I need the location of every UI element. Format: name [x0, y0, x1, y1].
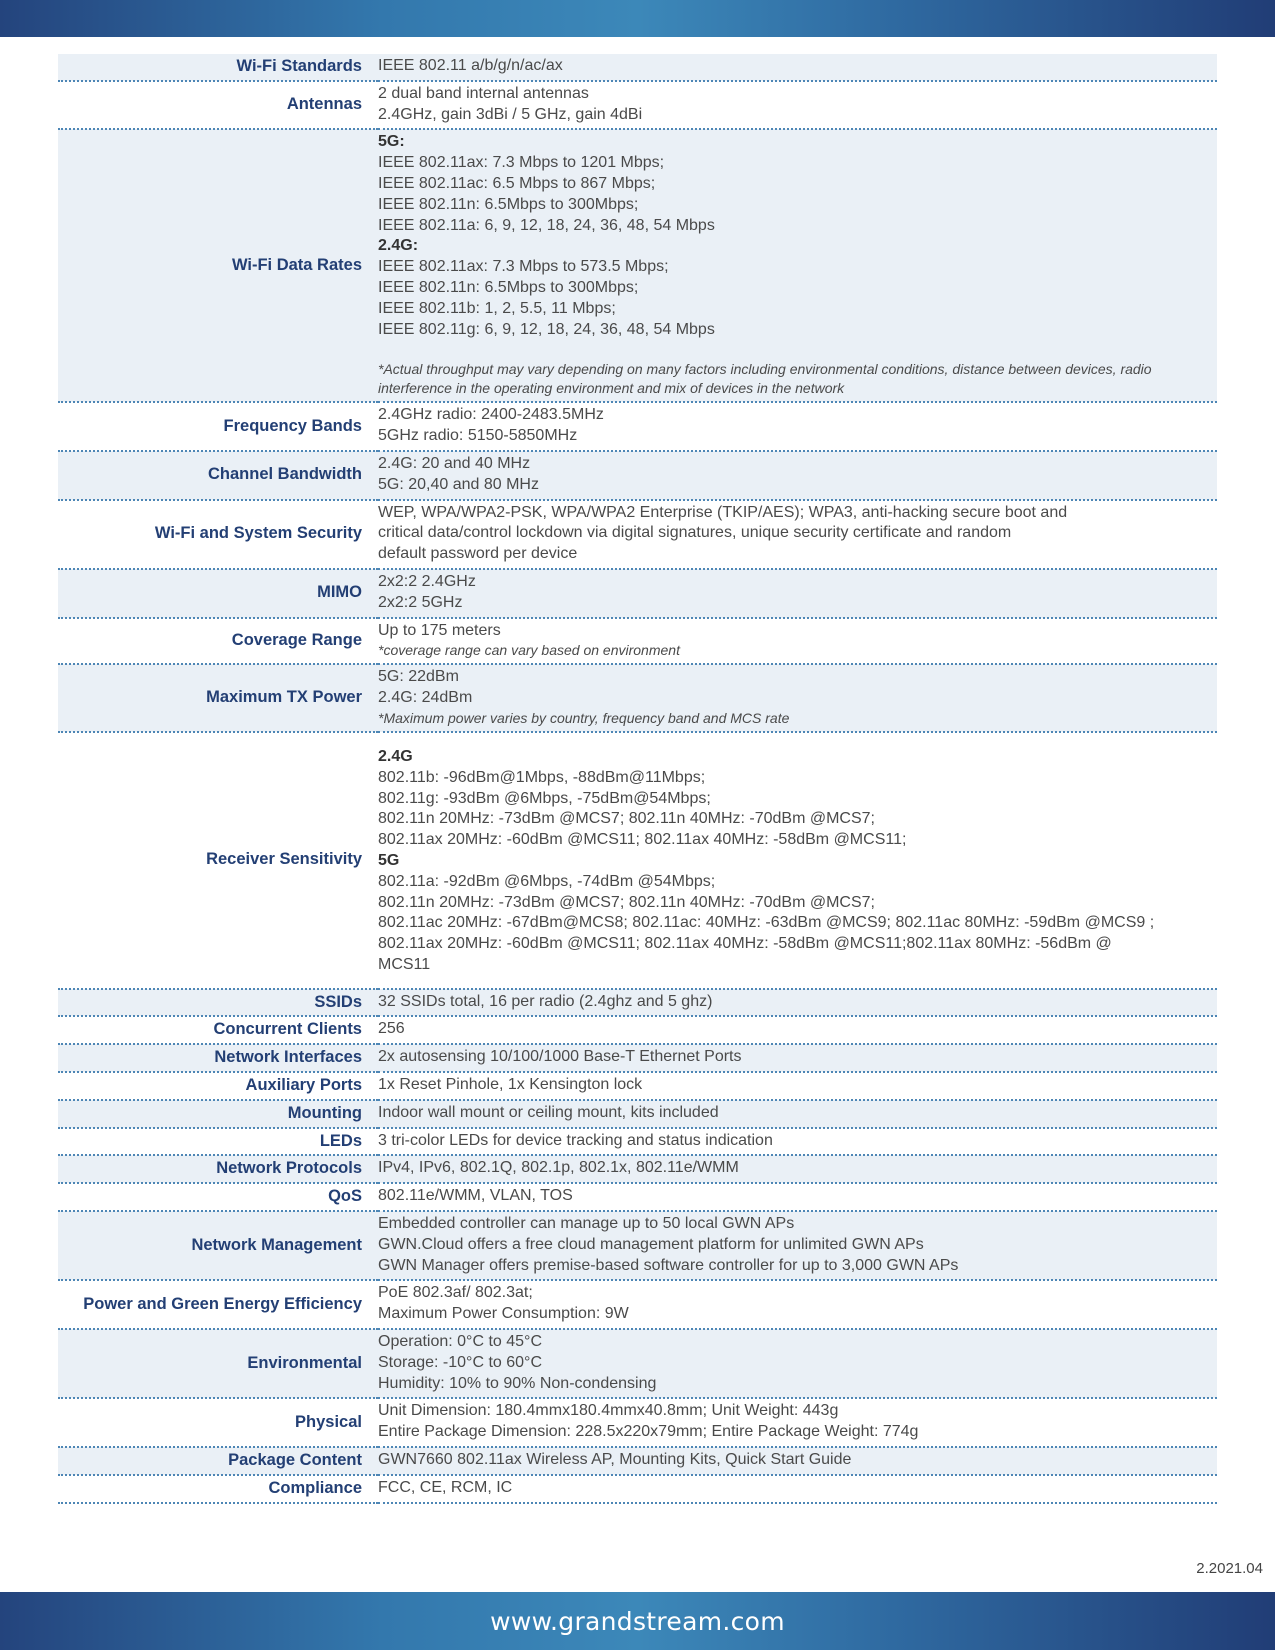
spec-label: Auxiliary Ports: [58, 1072, 378, 1100]
spec-row-qos: [58, 1183, 1217, 1211]
spec-value-line: 802.11n 20MHz: -73dBm @MCS7; 802.11n 40MHz: -70dBm @MCS7;: [378, 810, 875, 828]
spec-subheading: 2.4G: [378, 747, 413, 765]
spec-row-mimo: [58, 569, 1217, 618]
spec-value-line: PoE 802.3af/ 802.3at;: [378, 1284, 533, 1302]
spec-value: [378, 1398, 1217, 1447]
spec-label: Physical: [58, 1398, 378, 1447]
spec-label: Coverage Range: [58, 618, 378, 665]
spec-value: [378, 1475, 1217, 1503]
spec-row-clients: [58, 1016, 1217, 1044]
spec-value: [378, 1280, 1217, 1329]
spec-row-protocols: [58, 1155, 1217, 1183]
spec-value-line: IEEE 802.11n: 6.5Mbps to 300Mbps;: [378, 278, 639, 296]
spec-value: [378, 1044, 1217, 1072]
spec-value: [378, 1100, 1217, 1128]
spec-value: [378, 1183, 1217, 1211]
spec-value: [378, 664, 1217, 732]
spec-value-line: IEEE 802.11a: 6, 9, 12, 18, 24, 36, 48, 54 Mbps: [378, 216, 715, 234]
spec-row-tx-power: [58, 664, 1217, 732]
spec-value-line: MCS11: [378, 955, 431, 973]
spec-value: [378, 1447, 1217, 1475]
spec-value-line: 2x2:2 5GHz: [378, 593, 463, 611]
spec-row-antennas: [58, 81, 1217, 130]
spec-value-line: 5GHz radio: 5150-5850MHz: [378, 427, 578, 445]
spec-row-interfaces: [58, 1044, 1217, 1072]
spec-label: Wi-Fi Standards: [58, 54, 378, 81]
footer-band: [0, 1592, 1275, 1650]
spec-row-ssids: [58, 989, 1217, 1017]
spec-label: Environmental: [58, 1329, 378, 1398]
spec-subheading: 5G: [378, 851, 400, 869]
spec-value-line: GWN7660 802.11ax Wireless AP, Mounting Kits, Quick Start Guide: [378, 1451, 852, 1469]
spec-value-line: 2x autosensing 10/100/1000 Base-T Ethernet Ports: [378, 1048, 742, 1066]
spec-note: *Maximum power varies by country, frequency band and MCS rate: [378, 709, 790, 726]
spec-subheading: 2.4G:: [378, 237, 419, 255]
spec-value-line: Entire Package Dimension: 228.5x220x79mm; Entire Package Weight: 774g: [378, 1423, 919, 1441]
spec-value-line: IEEE 802.11n: 6.5Mbps to 300Mbps;: [378, 195, 639, 213]
spec-value-line: 802.11g: -93dBm @6Mbps, -75dBm@54Mbps;: [378, 789, 711, 807]
spec-value-line: Unit Dimension: 180.4mmx180.4mmx40.8mm; Unit Weight: 443g: [378, 1402, 839, 1420]
spec-row-power: [58, 1280, 1217, 1329]
spec-value: [378, 54, 1217, 81]
spec-row-aux-ports: [58, 1072, 1217, 1100]
spec-label: Antennas: [58, 81, 378, 130]
spec-value-line: IEEE 802.11b: 1, 2, 5.5, 11 Mbps;: [378, 299, 616, 317]
spec-value-line: IEEE 802.11ax: 7.3 Mbps to 1201 Mbps;: [378, 154, 665, 172]
spec-value-line: IEEE 802.11ac: 6.5 Mbps to 867 Mbps;: [378, 174, 656, 192]
spec-value-line: IEEE 802.11ax: 7.3 Mbps to 573.5 Mbps;: [378, 258, 669, 276]
spec-value-line: 2 dual band internal antennas: [378, 84, 589, 102]
spec-value: [378, 618, 1217, 665]
spec-value: [378, 402, 1217, 451]
spec-value: [378, 732, 1217, 989]
spec-value: [378, 569, 1217, 618]
spec-value-line: 2.4G: 24dBm: [378, 689, 473, 707]
spec-value-line: 802.11ax 20MHz: -60dBm @MCS11; 802.11ax 40MHz: -58dBm @MCS11;: [378, 831, 907, 849]
spec-row-environmental: [58, 1329, 1217, 1398]
spec-label: Wi-Fi Data Rates: [58, 129, 378, 402]
spec-row-package: [58, 1447, 1217, 1475]
spec-label: Power and Green Energy Efficiency: [58, 1280, 378, 1329]
spec-label: Concurrent Clients: [58, 1016, 378, 1044]
spec-row-security: [58, 500, 1217, 569]
spec-subheading: 5G:: [378, 133, 405, 151]
spec-row-wifi-standards: [58, 54, 1217, 81]
header-band: [0, 0, 1275, 37]
spec-value-line: 5G: 22dBm: [378, 668, 459, 686]
spec-label: MIMO: [58, 569, 378, 618]
spec-row-data-rates: [58, 129, 1217, 402]
spec-value-line: 802.11e/WMM, VLAN, TOS: [378, 1187, 573, 1205]
spec-row-mounting: [58, 1100, 1217, 1128]
spec-value: [378, 1072, 1217, 1100]
spec-value-line: 802.11b: -96dBm@1Mbps, -88dBm@11Mbps;: [378, 768, 706, 786]
spec-value-line: IEEE 802.11g: 6, 9, 12, 18, 24, 36, 48, 54 Mbps: [378, 320, 715, 338]
spec-row-channel-bandwidth: [58, 451, 1217, 500]
spec-label: Wi-Fi and System Security: [58, 500, 378, 569]
spec-value-line: GWN.Cloud offers a free cloud management platform for unlimited GWN APs: [378, 1235, 924, 1253]
spec-value: [378, 1128, 1217, 1156]
spec-value-line: IEEE 802.11 a/b/g/n/ac/ax: [378, 57, 563, 74]
spec-value-line: Maximum Power Consumption: 9W: [378, 1305, 629, 1323]
spec-label: Frequency Bands: [58, 402, 378, 451]
spec-value-line: 2.4G: 20 and 40 MHz: [378, 454, 531, 472]
spec-value: [378, 989, 1217, 1017]
spec-value-line: default password per device: [378, 545, 578, 563]
spec-label: Mounting: [58, 1100, 378, 1128]
spacer: [378, 340, 1217, 360]
spec-value-line: 32 SSIDs total, 16 per radio (2.4ghz and 5 ghz): [378, 992, 713, 1010]
spec-value: [378, 129, 1217, 402]
spec-label: LEDs: [58, 1128, 378, 1156]
spec-value-line: GWN Manager offers premise-based software controller for up to 3,000 GWN APs: [378, 1256, 959, 1274]
spec-note: *Actual throughput may vary depending on many factors including environmental conditions, distance between devices, radio interference in the operating environment and mix of devices in the network: [378, 361, 1152, 397]
spec-value-line: Embedded controller can manage up to 50 local GWN APs: [378, 1215, 795, 1233]
spec-row-coverage: [58, 618, 1217, 665]
spec-value: [378, 1329, 1217, 1398]
spec-value-line: 802.11ax 20MHz: -60dBm @MCS11; 802.11ax 40MHz: -58dBm @MCS11;802.11ax 80MHz: -56dBm @: [378, 935, 1112, 953]
spec-value: [378, 1211, 1217, 1280]
spec-label: Receiver Sensitivity: [58, 732, 378, 989]
spec-value-line: 2x2:2 2.4GHz: [378, 572, 476, 590]
spec-label: Network Protocols: [58, 1155, 378, 1183]
spec-label: Network Management: [58, 1211, 378, 1280]
spec-value-line: Operation: 0°C to 45°C: [378, 1333, 542, 1351]
spec-label: Network Interfaces: [58, 1044, 378, 1072]
spec-value-line: 256: [378, 1020, 405, 1038]
spec-value-line: FCC, CE, RCM, IC: [378, 1478, 513, 1496]
spec-value-line: IPv4, IPv6, 802.1Q, 802.1p, 802.1x, 802.11e/WMM: [378, 1159, 739, 1177]
version-label: 2.2021.04: [1196, 1560, 1263, 1577]
spec-label: Channel Bandwidth: [58, 451, 378, 500]
spec-value-line: Up to 175 meters: [378, 621, 501, 639]
spec-value-line: 2.4GHz radio: 2400-2483.5MHz: [378, 406, 604, 424]
spec-label: QoS: [58, 1183, 378, 1211]
spec-value-line: Humidity: 10% to 90% Non-condensing: [378, 1374, 657, 1392]
spec-value: [378, 81, 1217, 130]
website-link[interactable]: www.grandstream.com: [490, 1606, 785, 1636]
spec-value: [378, 1155, 1217, 1183]
spec-row-leds: [58, 1128, 1217, 1156]
spec-note: *coverage range can vary based on environment: [378, 642, 680, 659]
spec-value-line: 802.11ac 20MHz: -67dBm@MCS8; 802.11ac: 40MHz: -63dBm @MCS9; 802.11ac 80MHz: -59dBm @MCS9 ;: [378, 914, 1155, 932]
spec-label: SSIDs: [58, 989, 378, 1017]
spec-row-rx-sensitivity: [58, 732, 1217, 989]
spec-value-line: 3 tri-color LEDs for device tracking and status indication: [378, 1131, 773, 1149]
spec-value-line: 1x Reset Pinhole, 1x Kensington lock: [378, 1076, 643, 1094]
spec-row-management: [58, 1211, 1217, 1280]
spec-value-line: Indoor wall mount or ceiling mount, kits included: [378, 1103, 719, 1121]
spec-row-physical: [58, 1398, 1217, 1447]
spec-value-line: 5G: 20,40 and 80 MHz: [378, 475, 539, 493]
spec-value: [378, 451, 1217, 500]
spec-value: [378, 1016, 1217, 1044]
spec-value-line: 2.4GHz, gain 3dBi / 5 GHz, gain 4dBi: [378, 105, 643, 123]
spec-row-compliance: [58, 1475, 1217, 1503]
spec-table: [58, 54, 1217, 1504]
spec-value: [378, 500, 1217, 569]
spec-label: Compliance: [58, 1475, 378, 1503]
spec-value-line: critical data/control lockdown via digital signatures, unique security certificate and random: [378, 524, 1012, 542]
spec-label: Package Content: [58, 1447, 378, 1475]
spec-row-frequency-bands: [58, 402, 1217, 451]
spec-label: Maximum TX Power: [58, 664, 378, 732]
spec-value-line: 802.11n 20MHz: -73dBm @MCS7; 802.11n 40MHz: -70dBm @MCS7;: [378, 893, 875, 911]
spec-value-line: Storage: -10°C to 60°C: [378, 1353, 542, 1371]
spec-value-line: WEP, WPA/WPA2-PSK, WPA/WPA2 Enterprise (TKIP/AES); WPA3, anti-hacking secure boot and: [378, 503, 1068, 521]
spec-value-line: 802.11a: -92dBm @6Mbps, -74dBm @54Mbps;: [378, 872, 716, 890]
